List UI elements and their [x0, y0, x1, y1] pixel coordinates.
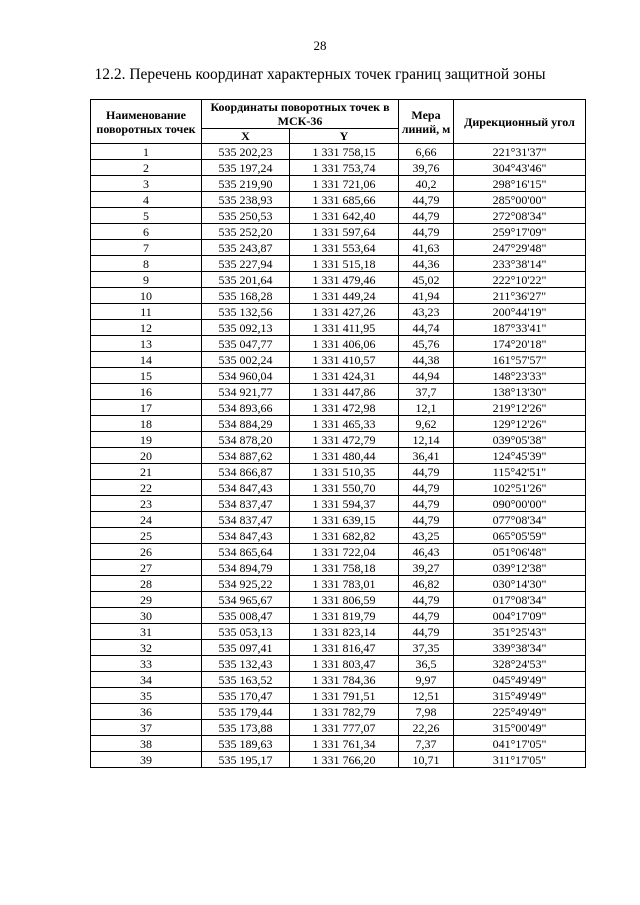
x-coordinate-cell: 534 878,20 — [202, 432, 290, 448]
line-length-cell: 9,97 — [399, 672, 454, 688]
point-number-cell: 6 — [91, 224, 202, 240]
bearing-angle-cell: 030°14'30" — [454, 576, 586, 592]
point-number-cell: 11 — [91, 304, 202, 320]
line-length-cell: 44,79 — [399, 608, 454, 624]
y-coordinate-cell: 1 331 510,35 — [290, 464, 399, 480]
point-number-cell: 12 — [91, 320, 202, 336]
x-coordinate-cell: 534 893,66 — [202, 400, 290, 416]
x-coordinate-cell: 535 238,93 — [202, 192, 290, 208]
table-row — [91, 352, 586, 368]
point-number-cell: 27 — [91, 560, 202, 576]
y-coordinate-cell: 1 331 685,66 — [290, 192, 399, 208]
y-coordinate-cell: 1 331 427,26 — [290, 304, 399, 320]
table-row — [91, 640, 586, 656]
point-number-cell: 39 — [91, 752, 202, 768]
x-coordinate-cell: 535 163,52 — [202, 672, 290, 688]
point-number-cell: 31 — [91, 624, 202, 640]
table-row — [91, 336, 586, 352]
y-coordinate-cell: 1 331 682,82 — [290, 528, 399, 544]
point-number-cell: 8 — [91, 256, 202, 272]
bearing-angle-cell: 090°00'00" — [454, 496, 586, 512]
bearing-angle-cell: 065°05'59" — [454, 528, 586, 544]
line-length-cell: 43,25 — [399, 528, 454, 544]
line-length-cell: 46,43 — [399, 544, 454, 560]
x-coordinate-cell: 535 002,24 — [202, 352, 290, 368]
x-coordinate-cell: 535 047,77 — [202, 336, 290, 352]
bearing-angle-cell: 328°24'53" — [454, 656, 586, 672]
point-number-cell: 24 — [91, 512, 202, 528]
x-coordinate-cell: 534 866,87 — [202, 464, 290, 480]
bearing-angle-cell: 211°36'27" — [454, 288, 586, 304]
line-length-cell: 44,79 — [399, 224, 454, 240]
bearing-angle-cell: 174°20'18" — [454, 336, 586, 352]
bearing-angle-cell: 298°16'15" — [454, 176, 586, 192]
x-coordinate-cell: 535 170,47 — [202, 688, 290, 704]
bearing-angle-cell: 272°08'34" — [454, 208, 586, 224]
y-coordinate-cell: 1 331 550,70 — [290, 480, 399, 496]
point-number-cell: 15 — [91, 368, 202, 384]
point-number-cell: 33 — [91, 656, 202, 672]
table-row — [91, 688, 586, 704]
x-coordinate-cell: 534 837,47 — [202, 496, 290, 512]
section-heading: 12.2. Перечень координат характерных точек границ защитной зоны — [94, 66, 546, 83]
bearing-angle-cell: 339°38'34" — [454, 640, 586, 656]
point-number-cell: 36 — [91, 704, 202, 720]
table-row — [91, 736, 586, 752]
point-number-cell: 26 — [91, 544, 202, 560]
point-number-cell: 2 — [91, 160, 202, 176]
y-coordinate-cell: 1 331 791,51 — [290, 688, 399, 704]
point-number-cell: 37 — [91, 720, 202, 736]
y-coordinate-cell: 1 331 411,95 — [290, 320, 399, 336]
y-coordinate-cell: 1 331 515,18 — [290, 256, 399, 272]
line-length-cell: 7,37 — [399, 736, 454, 752]
line-length-cell: 6,66 — [399, 144, 454, 160]
table-row — [91, 400, 586, 416]
line-length-cell: 44,79 — [399, 512, 454, 528]
line-length-cell: 10,71 — [399, 752, 454, 768]
point-number-cell: 4 — [91, 192, 202, 208]
point-number-cell: 20 — [91, 448, 202, 464]
point-number-cell: 14 — [91, 352, 202, 368]
y-coordinate-cell: 1 331 761,34 — [290, 736, 399, 752]
table-row — [91, 576, 586, 592]
point-number-cell: 1 — [91, 144, 202, 160]
y-coordinate-cell: 1 331 753,74 — [290, 160, 399, 176]
point-number-cell: 13 — [91, 336, 202, 352]
header-x: X — [202, 129, 290, 144]
line-length-cell: 44,36 — [399, 256, 454, 272]
line-length-cell: 40,2 — [399, 176, 454, 192]
bearing-angle-cell: 148°23'33" — [454, 368, 586, 384]
point-number-cell: 23 — [91, 496, 202, 512]
line-length-cell: 44,79 — [399, 592, 454, 608]
table-row — [91, 288, 586, 304]
y-coordinate-cell: 1 331 823,14 — [290, 624, 399, 640]
line-length-cell: 12,14 — [399, 432, 454, 448]
table-row — [91, 432, 586, 448]
table-row — [91, 208, 586, 224]
y-coordinate-cell: 1 331 447,86 — [290, 384, 399, 400]
bearing-angle-cell: 315°00'49" — [454, 720, 586, 736]
point-number-cell: 17 — [91, 400, 202, 416]
line-length-cell: 37,35 — [399, 640, 454, 656]
y-coordinate-cell: 1 331 722,04 — [290, 544, 399, 560]
point-number-cell: 22 — [91, 480, 202, 496]
table-row — [91, 672, 586, 688]
x-coordinate-cell: 535 250,53 — [202, 208, 290, 224]
y-coordinate-cell: 1 331 766,20 — [290, 752, 399, 768]
table-row — [91, 512, 586, 528]
x-coordinate-cell: 535 132,56 — [202, 304, 290, 320]
table-row — [91, 608, 586, 624]
bearing-angle-cell: 187°33'41" — [454, 320, 586, 336]
bearing-angle-cell: 233°38'14" — [454, 256, 586, 272]
table-row — [91, 752, 586, 768]
point-number-cell: 28 — [91, 576, 202, 592]
y-coordinate-cell: 1 331 472,79 — [290, 432, 399, 448]
table-row — [91, 272, 586, 288]
bearing-angle-cell: 017°08'34" — [454, 592, 586, 608]
y-coordinate-cell: 1 331 480,44 — [290, 448, 399, 464]
table-row — [91, 544, 586, 560]
point-number-cell: 7 — [91, 240, 202, 256]
x-coordinate-cell: 534 965,67 — [202, 592, 290, 608]
line-length-cell: 44,74 — [399, 320, 454, 336]
x-coordinate-cell: 535 252,20 — [202, 224, 290, 240]
x-coordinate-cell: 534 847,43 — [202, 480, 290, 496]
bearing-angle-cell: 041°17'05" — [454, 736, 586, 752]
line-length-cell: 44,94 — [399, 368, 454, 384]
table-row — [91, 192, 586, 208]
table-row — [91, 320, 586, 336]
table-row — [91, 448, 586, 464]
table-row — [91, 176, 586, 192]
table-row — [91, 304, 586, 320]
line-length-cell: 44,79 — [399, 208, 454, 224]
x-coordinate-cell: 535 227,94 — [202, 256, 290, 272]
bearing-angle-cell: 004°17'09" — [454, 608, 586, 624]
y-coordinate-cell: 1 331 479,46 — [290, 272, 399, 288]
y-coordinate-cell: 1 331 642,40 — [290, 208, 399, 224]
x-coordinate-cell: 535 195,17 — [202, 752, 290, 768]
point-number-cell: 25 — [91, 528, 202, 544]
x-coordinate-cell: 535 053,13 — [202, 624, 290, 640]
table-row — [91, 240, 586, 256]
x-coordinate-cell: 535 173,88 — [202, 720, 290, 736]
bearing-angle-cell: 222°10'22" — [454, 272, 586, 288]
point-number-cell: 35 — [91, 688, 202, 704]
line-length-cell: 39,76 — [399, 160, 454, 176]
line-length-cell: 44,79 — [399, 624, 454, 640]
bearing-angle-cell: 124°45'39" — [454, 448, 586, 464]
table-row — [91, 416, 586, 432]
x-coordinate-cell: 534 921,77 — [202, 384, 290, 400]
header-y: Y — [290, 129, 399, 144]
line-length-cell: 45,76 — [399, 336, 454, 352]
x-coordinate-cell: 534 960,04 — [202, 368, 290, 384]
table-body — [91, 144, 586, 768]
x-coordinate-cell: 535 243,87 — [202, 240, 290, 256]
line-length-cell: 7,98 — [399, 704, 454, 720]
line-length-cell: 12,1 — [399, 400, 454, 416]
point-number-cell: 19 — [91, 432, 202, 448]
y-coordinate-cell: 1 331 406,06 — [290, 336, 399, 352]
bearing-angle-cell: 351°25'43" — [454, 624, 586, 640]
table-row — [91, 720, 586, 736]
y-coordinate-cell: 1 331 806,59 — [290, 592, 399, 608]
y-coordinate-cell: 1 331 472,98 — [290, 400, 399, 416]
x-coordinate-cell: 535 201,64 — [202, 272, 290, 288]
y-coordinate-cell: 1 331 721,06 — [290, 176, 399, 192]
bearing-angle-cell: 315°49'49" — [454, 688, 586, 704]
y-coordinate-cell: 1 331 758,15 — [290, 144, 399, 160]
bearing-angle-cell: 051°06'48" — [454, 544, 586, 560]
x-coordinate-cell: 535 179,44 — [202, 704, 290, 720]
line-length-cell: 39,27 — [399, 560, 454, 576]
point-number-cell: 29 — [91, 592, 202, 608]
y-coordinate-cell: 1 331 597,64 — [290, 224, 399, 240]
y-coordinate-cell: 1 331 819,79 — [290, 608, 399, 624]
bearing-angle-cell: 129°12'26" — [454, 416, 586, 432]
y-coordinate-cell: 1 331 758,18 — [290, 560, 399, 576]
bearing-angle-cell: 200°44'19" — [454, 304, 586, 320]
bearing-angle-cell: 311°17'05" — [454, 752, 586, 768]
y-coordinate-cell: 1 331 784,36 — [290, 672, 399, 688]
point-number-cell: 3 — [91, 176, 202, 192]
bearing-angle-cell: 077°08'34" — [454, 512, 586, 528]
y-coordinate-cell: 1 331 465,33 — [290, 416, 399, 432]
bearing-angle-cell: 045°49'49" — [454, 672, 586, 688]
line-length-cell: 44,79 — [399, 464, 454, 480]
point-number-cell: 38 — [91, 736, 202, 752]
table-row — [91, 496, 586, 512]
table-row — [91, 384, 586, 400]
table-row — [91, 144, 586, 160]
y-coordinate-cell: 1 331 639,15 — [290, 512, 399, 528]
x-coordinate-cell: 534 847,43 — [202, 528, 290, 544]
point-number-cell: 9 — [91, 272, 202, 288]
point-number-cell: 18 — [91, 416, 202, 432]
y-coordinate-cell: 1 331 553,64 — [290, 240, 399, 256]
x-coordinate-cell: 535 202,23 — [202, 144, 290, 160]
line-length-cell: 41,94 — [399, 288, 454, 304]
y-coordinate-cell: 1 331 424,31 — [290, 368, 399, 384]
header-coordinates: Координаты поворотных точек в МСК-36 — [202, 100, 399, 129]
table-row — [91, 624, 586, 640]
table-row — [91, 592, 586, 608]
point-number-cell: 32 — [91, 640, 202, 656]
x-coordinate-cell: 534 884,29 — [202, 416, 290, 432]
point-number-cell: 30 — [91, 608, 202, 624]
bearing-angle-cell: 221°31'37" — [454, 144, 586, 160]
bearing-angle-cell: 039°12'38" — [454, 560, 586, 576]
bearing-angle-cell: 259°17'09" — [454, 224, 586, 240]
table-row — [91, 560, 586, 576]
x-coordinate-cell: 534 887,62 — [202, 448, 290, 464]
x-coordinate-cell: 534 925,22 — [202, 576, 290, 592]
line-length-cell: 37,7 — [399, 384, 454, 400]
line-length-cell: 45,02 — [399, 272, 454, 288]
x-coordinate-cell: 534 837,47 — [202, 512, 290, 528]
table-row — [91, 656, 586, 672]
bearing-angle-cell: 115°42'51" — [454, 464, 586, 480]
bearing-angle-cell: 102°51'26" — [454, 480, 586, 496]
line-length-cell: 44,79 — [399, 496, 454, 512]
line-length-cell: 36,41 — [399, 448, 454, 464]
line-length-cell: 43,23 — [399, 304, 454, 320]
line-length-cell: 46,82 — [399, 576, 454, 592]
table-row — [91, 224, 586, 240]
y-coordinate-cell: 1 331 594,37 — [290, 496, 399, 512]
bearing-angle-cell: 285°00'00" — [454, 192, 586, 208]
line-length-cell: 44,79 — [399, 192, 454, 208]
line-length-cell: 36,5 — [399, 656, 454, 672]
header-bearing: Дирекционный угол — [454, 100, 586, 144]
table-row — [91, 256, 586, 272]
x-coordinate-cell: 535 219,90 — [202, 176, 290, 192]
line-length-cell: 12,51 — [399, 688, 454, 704]
y-coordinate-cell: 1 331 803,47 — [290, 656, 399, 672]
point-number-cell: 21 — [91, 464, 202, 480]
x-coordinate-cell: 535 168,28 — [202, 288, 290, 304]
table-row — [91, 160, 586, 176]
x-coordinate-cell: 535 097,41 — [202, 640, 290, 656]
x-coordinate-cell: 535 092,13 — [202, 320, 290, 336]
table-row — [91, 480, 586, 496]
point-number-cell: 16 — [91, 384, 202, 400]
y-coordinate-cell: 1 331 816,47 — [290, 640, 399, 656]
y-coordinate-cell: 1 331 782,79 — [290, 704, 399, 720]
table-row — [91, 368, 586, 384]
x-coordinate-cell: 535 008,47 — [202, 608, 290, 624]
bearing-angle-cell: 039°05'38" — [454, 432, 586, 448]
point-number-cell: 10 — [91, 288, 202, 304]
table-row — [91, 464, 586, 480]
x-coordinate-cell: 534 865,64 — [202, 544, 290, 560]
bearing-angle-cell: 247°29'48" — [454, 240, 586, 256]
table-row — [91, 528, 586, 544]
x-coordinate-cell: 535 132,43 — [202, 656, 290, 672]
point-number-cell: 34 — [91, 672, 202, 688]
y-coordinate-cell: 1 331 783,01 — [290, 576, 399, 592]
y-coordinate-cell: 1 331 777,07 — [290, 720, 399, 736]
coordinates-table — [90, 99, 586, 768]
y-coordinate-cell: 1 331 410,57 — [290, 352, 399, 368]
line-length-cell: 22,26 — [399, 720, 454, 736]
line-length-cell: 44,79 — [399, 480, 454, 496]
x-coordinate-cell: 535 189,63 — [202, 736, 290, 752]
table-row — [91, 704, 586, 720]
point-number-cell: 5 — [91, 208, 202, 224]
line-length-cell: 9,62 — [399, 416, 454, 432]
line-length-cell: 44,38 — [399, 352, 454, 368]
x-coordinate-cell: 535 197,24 — [202, 160, 290, 176]
bearing-angle-cell: 225°49'49" — [454, 704, 586, 720]
bearing-angle-cell: 138°13'30" — [454, 384, 586, 400]
page-number: 28 — [313, 38, 327, 53]
y-coordinate-cell: 1 331 449,24 — [290, 288, 399, 304]
x-coordinate-cell: 534 894,79 — [202, 560, 290, 576]
header-point-name: Наименование поворотных точек — [91, 100, 202, 144]
bearing-angle-cell: 304°43'46" — [454, 160, 586, 176]
bearing-angle-cell: 219°12'26" — [454, 400, 586, 416]
line-length-cell: 41,63 — [399, 240, 454, 256]
header-length: Мера линий, м — [399, 100, 454, 144]
bearing-angle-cell: 161°57'57" — [454, 352, 586, 368]
